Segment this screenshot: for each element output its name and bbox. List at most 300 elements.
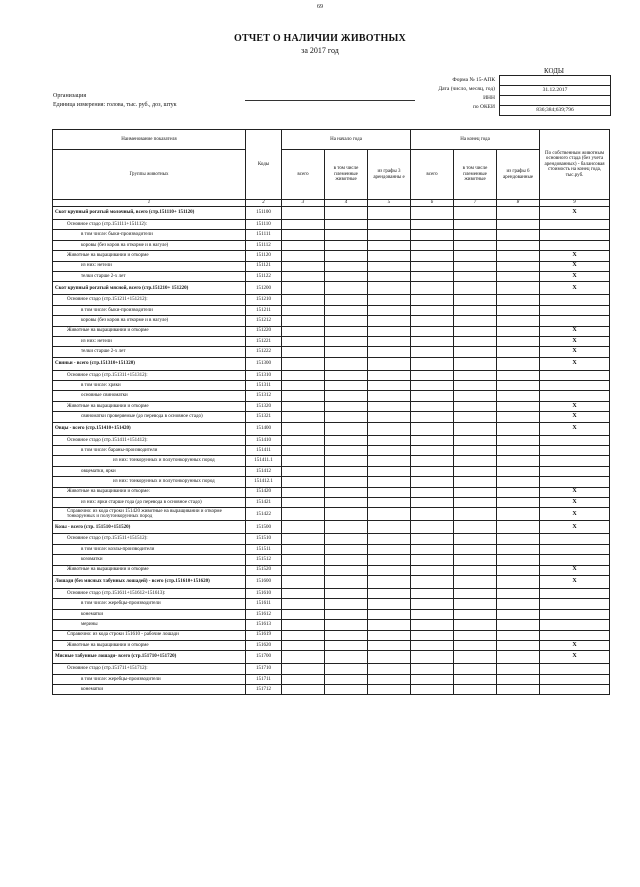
value-cell[interactable] <box>411 664 454 674</box>
value-cell[interactable] <box>282 620 325 630</box>
value-cell[interactable] <box>454 282 497 295</box>
value-cell[interactable] <box>282 271 325 281</box>
value-cell[interactable] <box>411 466 454 476</box>
own-herd-value-cell[interactable]: X <box>540 487 610 497</box>
value-cell[interactable] <box>411 630 454 640</box>
value-cell[interactable] <box>411 240 454 250</box>
value-cell[interactable] <box>325 230 368 240</box>
value-cell[interactable] <box>497 630 540 640</box>
value-cell[interactable] <box>325 271 368 281</box>
own-herd-value-cell[interactable]: X <box>540 251 610 261</box>
value-cell[interactable] <box>497 487 540 497</box>
value-cell[interactable] <box>282 240 325 250</box>
value-cell[interactable] <box>325 544 368 554</box>
value-cell[interactable] <box>325 370 368 380</box>
value-cell[interactable] <box>454 295 497 305</box>
value-cell[interactable] <box>411 282 454 295</box>
value-cell[interactable] <box>497 664 540 674</box>
value-cell[interactable] <box>325 347 368 357</box>
own-herd-value-cell[interactable] <box>540 664 610 674</box>
value-cell[interactable] <box>497 599 540 609</box>
value-cell[interactable] <box>454 565 497 575</box>
value-cell[interactable] <box>411 508 454 521</box>
value-cell[interactable] <box>282 497 325 507</box>
value-cell[interactable] <box>325 588 368 598</box>
value-cell[interactable] <box>282 347 325 357</box>
own-herd-value-cell[interactable]: X <box>540 575 610 588</box>
own-herd-value-cell[interactable] <box>540 609 610 619</box>
value-cell[interactable] <box>411 230 454 240</box>
own-herd-value-cell[interactable] <box>540 555 610 565</box>
value-cell[interactable] <box>454 640 497 650</box>
own-herd-value-cell[interactable] <box>540 477 610 487</box>
own-herd-value-cell[interactable] <box>540 370 610 380</box>
value-cell[interactable] <box>454 599 497 609</box>
value-cell[interactable] <box>368 508 411 521</box>
value-cell[interactable] <box>325 599 368 609</box>
value-cell[interactable] <box>368 230 411 240</box>
value-cell[interactable] <box>454 412 497 422</box>
value-cell[interactable] <box>325 435 368 445</box>
value-cell[interactable] <box>325 261 368 271</box>
value-cell[interactable] <box>454 466 497 476</box>
value-cell[interactable] <box>282 391 325 401</box>
value-cell[interactable] <box>325 521 368 534</box>
value-cell[interactable] <box>411 555 454 565</box>
value-cell[interactable] <box>454 370 497 380</box>
value-cell[interactable] <box>368 422 411 435</box>
value-cell[interactable] <box>411 544 454 554</box>
value-cell[interactable] <box>325 422 368 435</box>
own-herd-value-cell[interactable] <box>540 230 610 240</box>
value-cell[interactable] <box>497 555 540 565</box>
value-cell[interactable] <box>282 630 325 640</box>
value-cell[interactable] <box>411 674 454 684</box>
value-cell[interactable] <box>454 347 497 357</box>
value-cell[interactable] <box>411 640 454 650</box>
value-cell[interactable] <box>454 240 497 250</box>
own-herd-value-cell[interactable] <box>540 220 610 230</box>
value-cell[interactable] <box>368 575 411 588</box>
value-cell[interactable] <box>282 651 325 664</box>
own-herd-value-cell[interactable] <box>540 620 610 630</box>
value-cell[interactable] <box>411 207 454 220</box>
value-cell[interactable] <box>411 588 454 598</box>
value-cell[interactable] <box>282 534 325 544</box>
value-cell[interactable] <box>454 674 497 684</box>
own-herd-value-cell[interactable] <box>540 240 610 250</box>
value-cell[interactable] <box>325 466 368 476</box>
own-herd-value-cell[interactable] <box>540 534 610 544</box>
value-cell[interactable] <box>282 685 325 695</box>
value-cell[interactable] <box>411 381 454 391</box>
value-cell[interactable] <box>282 575 325 588</box>
value-cell[interactable] <box>368 630 411 640</box>
own-herd-value-cell[interactable] <box>540 685 610 695</box>
value-cell[interactable] <box>497 544 540 554</box>
value-cell[interactable] <box>325 674 368 684</box>
value-cell[interactable] <box>282 357 325 370</box>
value-cell[interactable] <box>411 261 454 271</box>
value-cell[interactable] <box>497 422 540 435</box>
value-cell[interactable] <box>454 220 497 230</box>
value-cell[interactable] <box>497 261 540 271</box>
value-cell[interactable] <box>282 220 325 230</box>
value-cell[interactable] <box>325 357 368 370</box>
value-cell[interactable] <box>454 401 497 411</box>
value-cell[interactable] <box>325 456 368 466</box>
value-cell[interactable] <box>454 534 497 544</box>
own-herd-value-cell[interactable] <box>540 305 610 315</box>
value-cell[interactable] <box>497 651 540 664</box>
value-cell[interactable] <box>454 588 497 598</box>
own-herd-value-cell[interactable]: X <box>540 282 610 295</box>
value-cell[interactable] <box>325 240 368 250</box>
own-herd-value-cell[interactable] <box>540 544 610 554</box>
own-herd-value-cell[interactable]: X <box>540 497 610 507</box>
value-cell[interactable] <box>368 640 411 650</box>
value-cell[interactable] <box>282 381 325 391</box>
value-cell[interactable] <box>497 251 540 261</box>
value-cell[interactable] <box>368 412 411 422</box>
value-cell[interactable] <box>411 446 454 456</box>
value-cell[interactable] <box>282 251 325 261</box>
own-herd-value-cell[interactable]: X <box>540 422 610 435</box>
value-cell[interactable] <box>497 588 540 598</box>
value-cell[interactable] <box>282 435 325 445</box>
own-herd-value-cell[interactable] <box>540 630 610 640</box>
own-herd-value-cell[interactable] <box>540 466 610 476</box>
value-cell[interactable] <box>497 391 540 401</box>
value-cell[interactable] <box>411 357 454 370</box>
value-cell[interactable] <box>411 422 454 435</box>
value-cell[interactable] <box>325 534 368 544</box>
value-cell[interactable] <box>325 630 368 640</box>
value-cell[interactable] <box>282 446 325 456</box>
value-cell[interactable] <box>497 336 540 346</box>
value-cell[interactable] <box>325 316 368 326</box>
value-cell[interactable] <box>282 456 325 466</box>
value-cell[interactable] <box>368 240 411 250</box>
value-cell[interactable] <box>325 295 368 305</box>
value-cell[interactable] <box>497 295 540 305</box>
own-herd-value-cell[interactable]: X <box>540 357 610 370</box>
value-cell[interactable] <box>282 599 325 609</box>
own-herd-value-cell[interactable] <box>540 599 610 609</box>
value-cell[interactable] <box>497 316 540 326</box>
value-cell[interactable] <box>325 620 368 630</box>
value-cell[interactable] <box>368 316 411 326</box>
value-cell[interactable] <box>497 674 540 684</box>
value-cell[interactable] <box>368 336 411 346</box>
value-cell[interactable] <box>454 487 497 497</box>
value-cell[interactable] <box>411 336 454 346</box>
value-cell[interactable] <box>282 207 325 220</box>
value-cell[interactable] <box>282 401 325 411</box>
value-cell[interactable] <box>368 401 411 411</box>
value-cell[interactable] <box>497 326 540 336</box>
own-herd-value-cell[interactable]: X <box>540 347 610 357</box>
value-cell[interactable] <box>411 487 454 497</box>
value-cell[interactable] <box>411 497 454 507</box>
value-cell[interactable] <box>325 609 368 619</box>
value-cell[interactable] <box>497 640 540 650</box>
value-cell[interactable] <box>325 282 368 295</box>
value-cell[interactable] <box>368 685 411 695</box>
own-herd-value-cell[interactable]: X <box>540 271 610 281</box>
own-herd-value-cell[interactable] <box>540 381 610 391</box>
value-cell[interactable] <box>325 651 368 664</box>
value-cell[interactable] <box>282 565 325 575</box>
value-cell[interactable] <box>282 674 325 684</box>
value-cell[interactable] <box>454 391 497 401</box>
value-cell[interactable] <box>282 336 325 346</box>
value-cell[interactable] <box>282 370 325 380</box>
value-cell[interactable] <box>411 575 454 588</box>
own-herd-value-cell[interactable]: X <box>540 401 610 411</box>
value-cell[interactable] <box>454 446 497 456</box>
value-cell[interactable] <box>454 261 497 271</box>
value-cell[interactable] <box>368 357 411 370</box>
value-cell[interactable] <box>454 326 497 336</box>
value-cell[interactable] <box>368 609 411 619</box>
value-cell[interactable] <box>497 508 540 521</box>
value-cell[interactable] <box>325 575 368 588</box>
own-herd-value-cell[interactable]: X <box>540 261 610 271</box>
value-cell[interactable] <box>368 370 411 380</box>
value-cell[interactable] <box>497 230 540 240</box>
value-cell[interactable] <box>325 381 368 391</box>
value-cell[interactable] <box>411 620 454 630</box>
value-cell[interactable] <box>497 305 540 315</box>
value-cell[interactable] <box>454 336 497 346</box>
value-cell[interactable] <box>454 620 497 630</box>
value-cell[interactable] <box>368 251 411 261</box>
value-cell[interactable] <box>368 282 411 295</box>
value-cell[interactable] <box>368 497 411 507</box>
value-cell[interactable] <box>411 295 454 305</box>
value-cell[interactable] <box>368 487 411 497</box>
value-cell[interactable] <box>497 381 540 391</box>
value-cell[interactable] <box>325 412 368 422</box>
value-cell[interactable] <box>368 664 411 674</box>
value-cell[interactable] <box>454 575 497 588</box>
own-herd-value-cell[interactable]: X <box>540 521 610 534</box>
value-cell[interactable] <box>454 685 497 695</box>
value-cell[interactable] <box>368 674 411 684</box>
value-cell[interactable] <box>282 412 325 422</box>
value-cell[interactable] <box>368 435 411 445</box>
value-cell[interactable] <box>497 412 540 422</box>
value-cell[interactable] <box>497 357 540 370</box>
value-cell[interactable] <box>497 401 540 411</box>
value-cell[interactable] <box>282 640 325 650</box>
own-herd-value-cell[interactable]: X <box>540 326 610 336</box>
value-cell[interactable] <box>325 508 368 521</box>
value-cell[interactable] <box>497 466 540 476</box>
value-cell[interactable] <box>368 220 411 230</box>
value-cell[interactable] <box>368 347 411 357</box>
value-cell[interactable] <box>368 534 411 544</box>
value-cell[interactable] <box>454 508 497 521</box>
value-cell[interactable] <box>497 497 540 507</box>
value-cell[interactable] <box>454 456 497 466</box>
value-cell[interactable] <box>282 261 325 271</box>
value-cell[interactable] <box>411 477 454 487</box>
value-cell[interactable] <box>454 609 497 619</box>
value-cell[interactable] <box>497 207 540 220</box>
value-cell[interactable] <box>325 565 368 575</box>
value-cell[interactable] <box>368 466 411 476</box>
value-cell[interactable] <box>454 381 497 391</box>
value-cell[interactable] <box>368 651 411 664</box>
value-cell[interactable] <box>454 357 497 370</box>
value-cell[interactable] <box>325 555 368 565</box>
value-cell[interactable] <box>411 609 454 619</box>
value-cell[interactable] <box>454 316 497 326</box>
own-herd-value-cell[interactable]: X <box>540 565 610 575</box>
value-cell[interactable] <box>411 347 454 357</box>
value-cell[interactable] <box>368 555 411 565</box>
value-cell[interactable] <box>497 685 540 695</box>
value-cell[interactable] <box>325 487 368 497</box>
value-cell[interactable] <box>411 391 454 401</box>
value-cell[interactable] <box>454 497 497 507</box>
value-cell[interactable] <box>411 251 454 261</box>
value-cell[interactable] <box>411 534 454 544</box>
value-cell[interactable] <box>497 609 540 619</box>
value-cell[interactable] <box>411 316 454 326</box>
value-cell[interactable] <box>325 401 368 411</box>
value-cell[interactable] <box>411 435 454 445</box>
value-cell[interactable] <box>454 230 497 240</box>
value-cell[interactable] <box>368 599 411 609</box>
value-cell[interactable] <box>411 456 454 466</box>
value-cell[interactable] <box>411 599 454 609</box>
value-cell[interactable] <box>454 544 497 554</box>
own-herd-value-cell[interactable] <box>540 588 610 598</box>
value-cell[interactable] <box>454 271 497 281</box>
value-cell[interactable] <box>497 347 540 357</box>
value-cell[interactable] <box>368 391 411 401</box>
value-cell[interactable] <box>454 664 497 674</box>
value-cell[interactable] <box>411 412 454 422</box>
own-herd-value-cell[interactable] <box>540 446 610 456</box>
value-cell[interactable] <box>497 565 540 575</box>
own-herd-value-cell[interactable] <box>540 674 610 684</box>
value-cell[interactable] <box>325 326 368 336</box>
value-cell[interactable] <box>325 251 368 261</box>
value-cell[interactable] <box>497 282 540 295</box>
value-cell[interactable] <box>454 251 497 261</box>
value-cell[interactable] <box>325 220 368 230</box>
value-cell[interactable] <box>368 456 411 466</box>
value-cell[interactable] <box>497 575 540 588</box>
value-cell[interactable] <box>325 477 368 487</box>
value-cell[interactable] <box>454 422 497 435</box>
value-cell[interactable] <box>411 326 454 336</box>
value-cell[interactable] <box>454 521 497 534</box>
value-cell[interactable] <box>454 435 497 445</box>
value-cell[interactable] <box>368 381 411 391</box>
value-cell[interactable] <box>368 521 411 534</box>
value-cell[interactable] <box>497 240 540 250</box>
own-herd-value-cell[interactable]: X <box>540 640 610 650</box>
value-cell[interactable] <box>282 422 325 435</box>
value-cell[interactable] <box>411 651 454 664</box>
value-cell[interactable] <box>368 565 411 575</box>
value-cell[interactable] <box>497 271 540 281</box>
value-cell[interactable] <box>325 336 368 346</box>
own-herd-value-cell[interactable] <box>540 435 610 445</box>
value-cell[interactable] <box>282 477 325 487</box>
value-cell[interactable] <box>497 477 540 487</box>
value-cell[interactable] <box>411 271 454 281</box>
value-cell[interactable] <box>497 220 540 230</box>
value-cell[interactable] <box>325 391 368 401</box>
value-cell[interactable] <box>282 466 325 476</box>
value-cell[interactable] <box>282 295 325 305</box>
value-cell[interactable] <box>454 555 497 565</box>
value-cell[interactable] <box>282 508 325 521</box>
value-cell[interactable] <box>282 487 325 497</box>
own-herd-value-cell[interactable]: X <box>540 651 610 664</box>
value-cell[interactable] <box>368 544 411 554</box>
value-cell[interactable] <box>497 435 540 445</box>
value-cell[interactable] <box>497 620 540 630</box>
value-cell[interactable] <box>325 685 368 695</box>
value-cell[interactable] <box>497 534 540 544</box>
value-cell[interactable] <box>411 401 454 411</box>
value-cell[interactable] <box>368 271 411 281</box>
own-herd-value-cell[interactable] <box>540 295 610 305</box>
value-cell[interactable] <box>282 521 325 534</box>
value-cell[interactable] <box>325 446 368 456</box>
value-cell[interactable] <box>411 521 454 534</box>
value-cell[interactable] <box>282 588 325 598</box>
value-cell[interactable] <box>368 295 411 305</box>
value-cell[interactable] <box>368 588 411 598</box>
value-cell[interactable] <box>282 555 325 565</box>
value-cell[interactable] <box>497 446 540 456</box>
value-cell[interactable] <box>282 326 325 336</box>
value-cell[interactable] <box>282 230 325 240</box>
value-cell[interactable] <box>325 664 368 674</box>
value-cell[interactable] <box>282 609 325 619</box>
value-cell[interactable] <box>282 316 325 326</box>
value-cell[interactable] <box>282 305 325 315</box>
value-cell[interactable] <box>368 620 411 630</box>
value-cell[interactable] <box>282 664 325 674</box>
own-herd-value-cell[interactable] <box>540 391 610 401</box>
own-herd-value-cell[interactable]: X <box>540 336 610 346</box>
value-cell[interactable] <box>368 477 411 487</box>
value-cell[interactable] <box>368 326 411 336</box>
value-cell[interactable] <box>325 497 368 507</box>
own-herd-value-cell[interactable]: X <box>540 207 610 220</box>
value-cell[interactable] <box>411 565 454 575</box>
value-cell[interactable] <box>411 370 454 380</box>
value-cell[interactable] <box>325 640 368 650</box>
value-cell[interactable] <box>411 685 454 695</box>
value-cell[interactable] <box>411 305 454 315</box>
own-herd-value-cell[interactable]: X <box>540 412 610 422</box>
value-cell[interactable] <box>325 305 368 315</box>
own-herd-value-cell[interactable]: X <box>540 508 610 521</box>
own-herd-value-cell[interactable] <box>540 456 610 466</box>
value-cell[interactable] <box>368 261 411 271</box>
value-cell[interactable] <box>368 207 411 220</box>
